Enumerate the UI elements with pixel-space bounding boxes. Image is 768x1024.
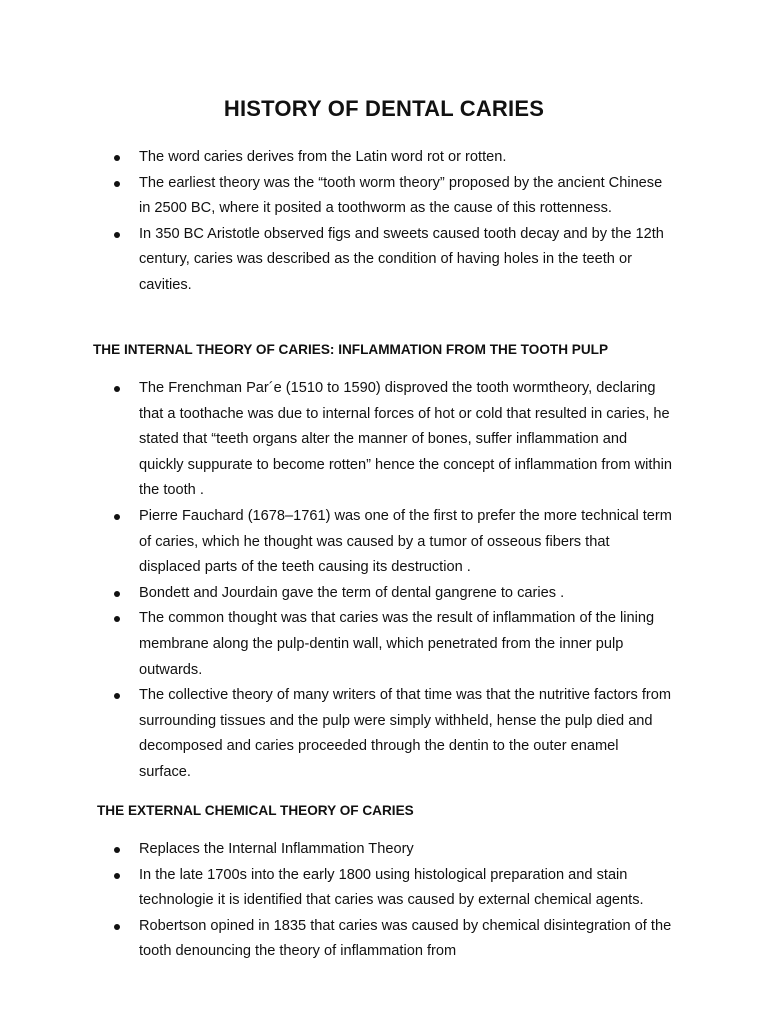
external-theory-heading: THE EXTERNAL CHEMICAL THEORY OF CARIES [97, 803, 414, 818]
bullet-text: In 350 BC Aristotle observed figs and sweets caused tooth decay and by the 12th century, caries was described as the condition of having holes in the teeth or cavities. [139, 225, 664, 293]
bullet-text: Pierre Fauchard (1678–1761) was one of the first to prefer the more technical term of caries, which he thought was caused by a tumor of osseous fibers that displaced parts of the teeth causing its destruction . [139, 507, 672, 576]
external-theory-bullet-list [112, 837, 672, 965]
internal-theory-heading: THE INTERNAL THEORY OF CARIES: INFLAMMATION FROM THE TOOTH PULP [93, 342, 609, 357]
bullet-text: The common thought was that caries was the result of inflammation of the lining membrane along the pulp-dentin wall, which penetrated from the inner pulp outwards. [139, 610, 655, 678]
list-item [112, 606, 672, 683]
list-item [112, 581, 672, 607]
bullet-text: Replaces the Internal Inflammation Theory [139, 841, 414, 857]
intro-bullet-list [112, 145, 672, 299]
bullet-icon [114, 847, 120, 853]
bullet-text: Bondett and Jourdain gave the term of dental gangrene to caries . [139, 584, 565, 601]
internal-theory-bullet-list [112, 376, 672, 786]
bullet-icon [114, 514, 120, 520]
list-item [112, 171, 672, 222]
bullet-icon [114, 924, 120, 930]
bullet-icon [114, 693, 120, 699]
list-item [112, 837, 672, 863]
bullet-icon [114, 232, 120, 238]
bullet-icon [114, 616, 120, 622]
list-item [112, 222, 672, 299]
bullet-icon [114, 386, 120, 392]
bullet-text: In the late 1700s into the early 1800 using histological preparation and stain technologie it is identified that caries was caused by external chemical agents. [139, 866, 644, 909]
bullet-text: The collective theory of many writers of that time was that the nutritive factors from surrounding tissues and the pulp were simply withheld, hense the pulp died and decomposed and caries proceeded through the dentin to the outer enamel surface. [139, 687, 672, 780]
bullet-text: The word caries derives from the Latin word rot or rotten. [139, 149, 507, 165]
bullet-icon [114, 591, 120, 597]
list-item [112, 376, 672, 504]
list-item [112, 863, 672, 914]
document-title: HISTORY OF DENTAL CARIES [223, 96, 545, 121]
list-item [112, 145, 672, 171]
list-item [112, 683, 672, 785]
bullet-text: The earliest theory was the “tooth worm theory” proposed by the ancient Chinese in 2500 BC, where it posited a toothworm as the cause of this rottenness. [139, 174, 663, 217]
list-item [112, 914, 672, 965]
bullet-text: Robertson opined in 1835 that caries was caused by chemical disintegration of the tooth denouncing the theory of inflammation from [139, 917, 672, 960]
bullet-text: The Frenchman Par´e (1510 to 1590) disproved the tooth wormtheory, declaring that a toothache was due to internal forces of hot or cold that resulted in caries, he stated that “teeth organs alter the manner of bones, suffer inflammation and quickly suppurate to become rotten” hence the concept of inflammation from within the tooth . [139, 380, 672, 499]
list-item [112, 504, 672, 581]
bullet-icon [114, 181, 120, 187]
bullet-icon [114, 155, 120, 161]
bullet-icon [114, 873, 120, 879]
